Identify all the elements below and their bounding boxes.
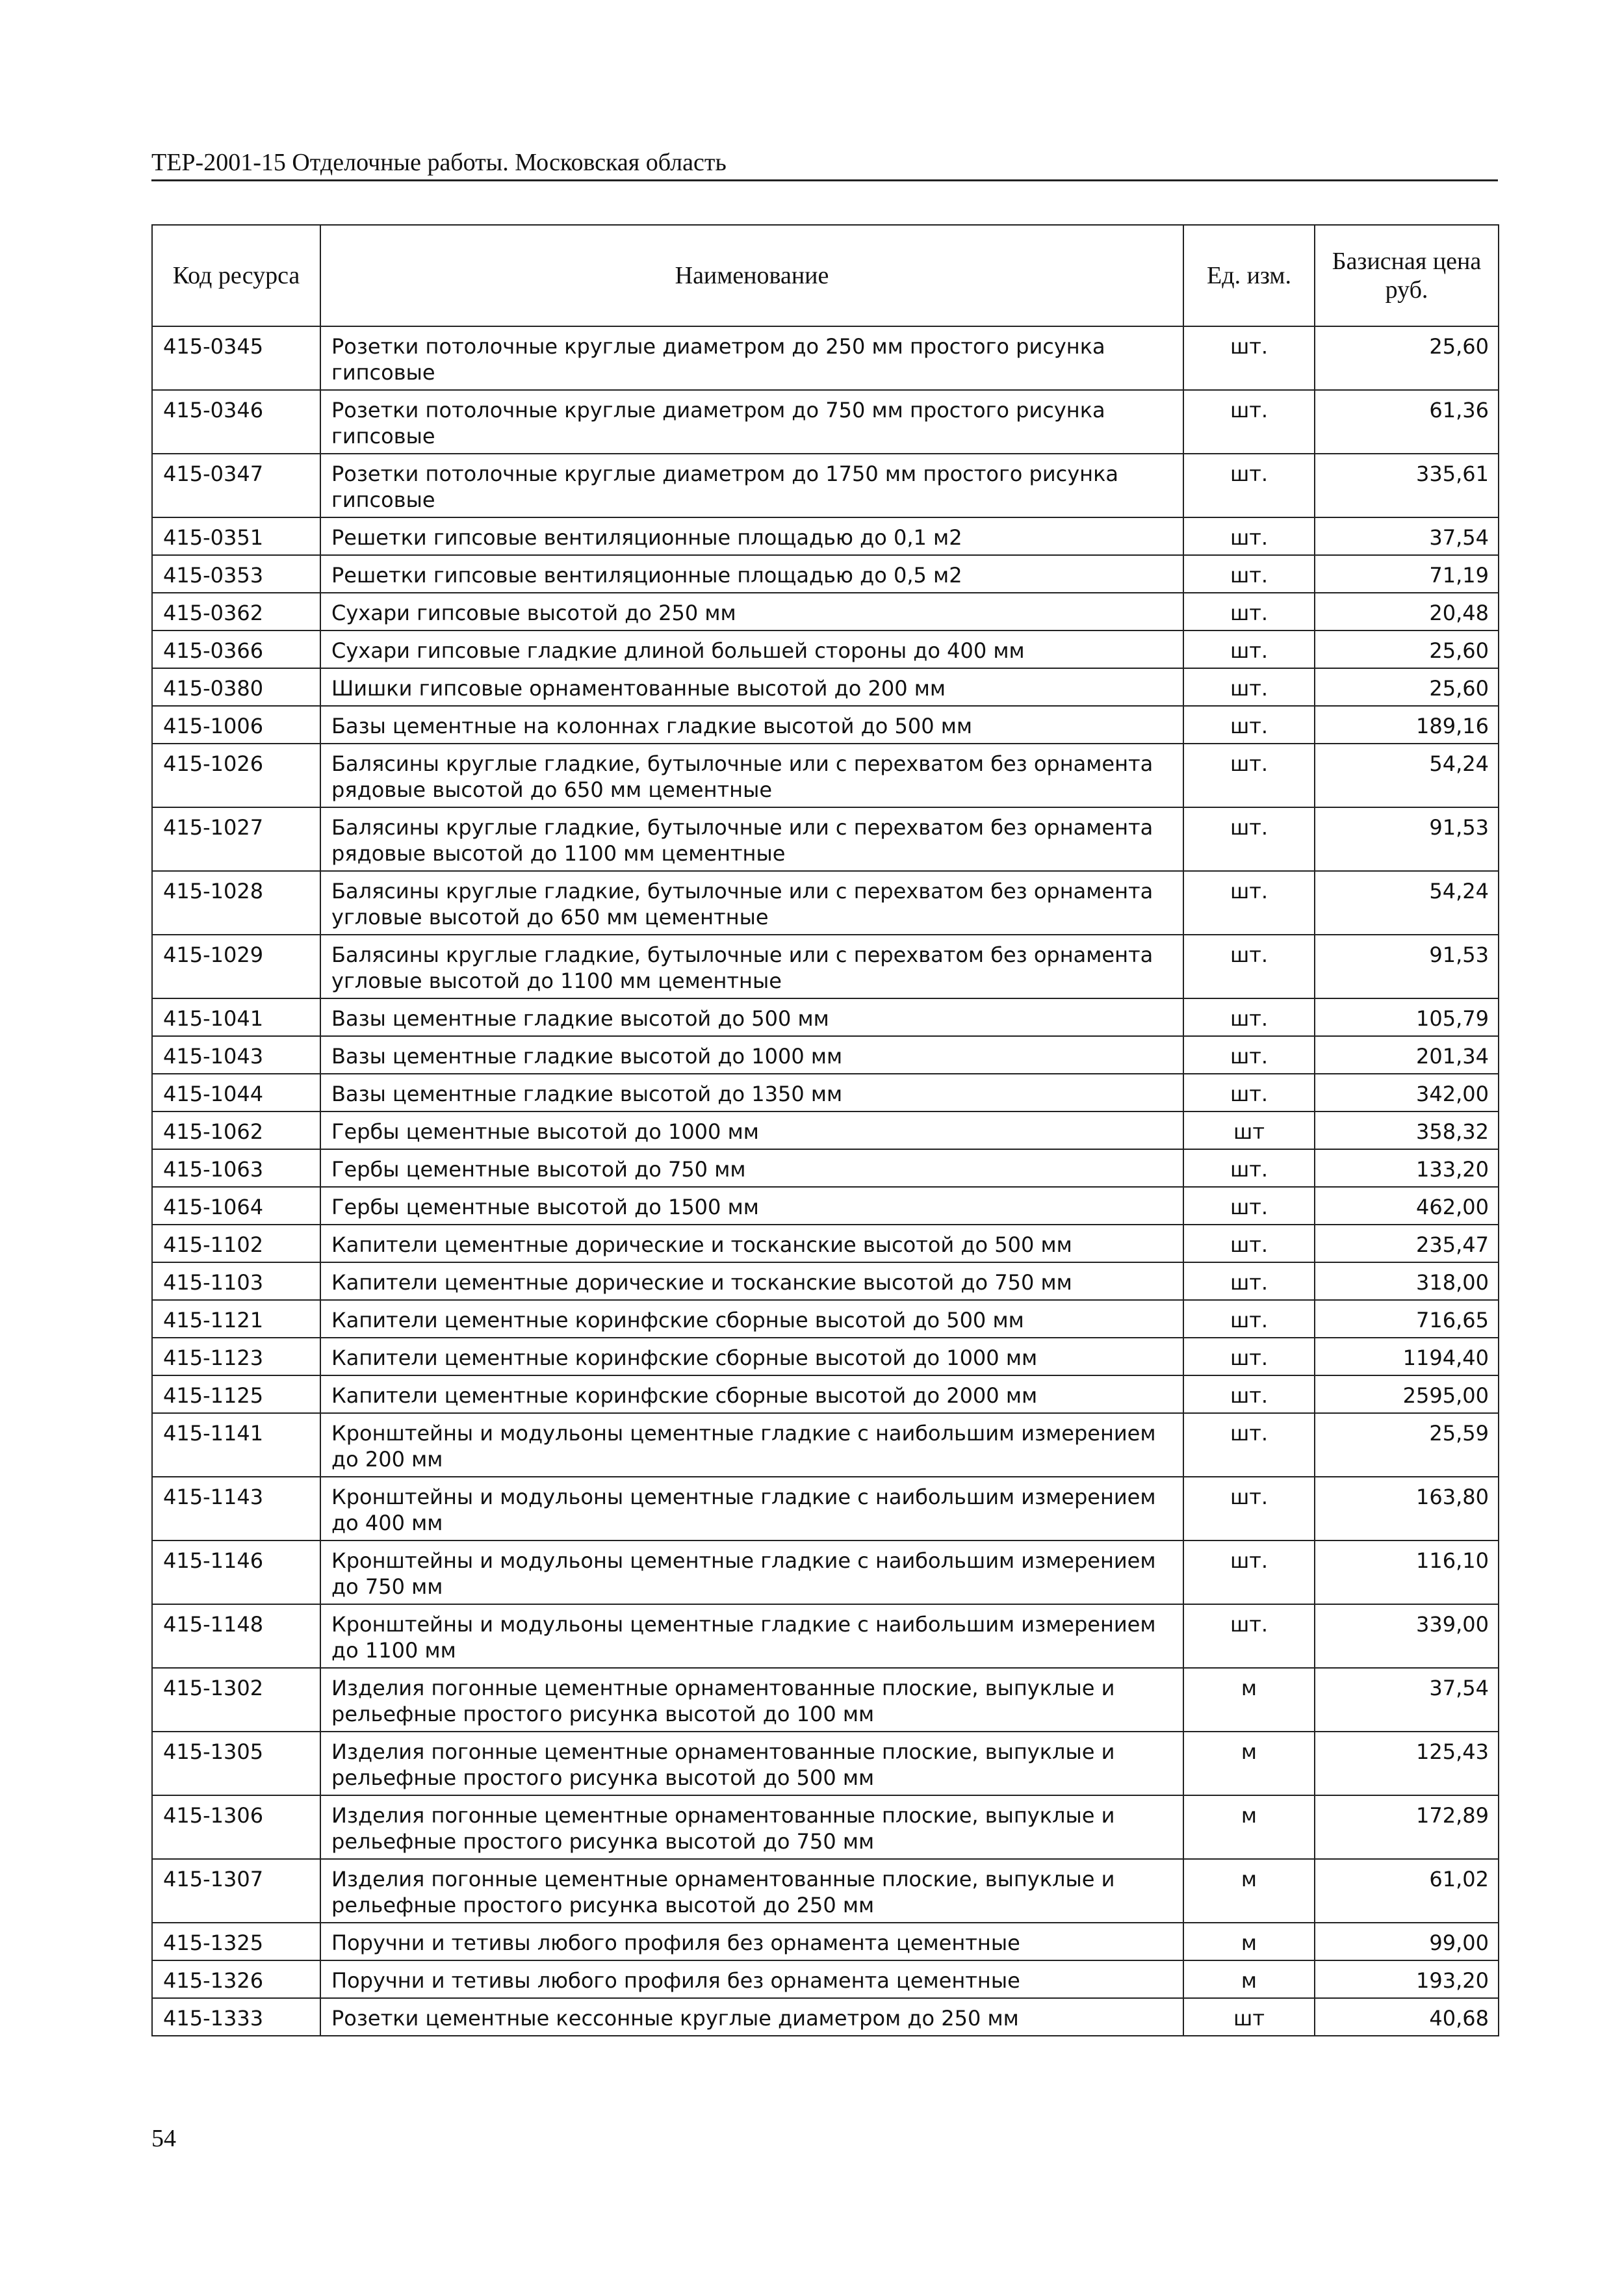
- price-cell: 1194,40: [1315, 1338, 1499, 1375]
- resource-code: 415-0347: [152, 454, 320, 517]
- unit-cell: шт.: [1183, 1036, 1315, 1074]
- table-row: [152, 744, 1499, 807]
- resource-name: Сухари гипсовые гладкие длиной большей стороны до 400 мм: [320, 630, 1183, 668]
- resource-name: Гербы цементные высотой до 1500 мм: [320, 1187, 1183, 1225]
- resource-code: 415-1125: [152, 1375, 320, 1413]
- price-cell: 37,54: [1315, 1668, 1499, 1732]
- price-cell: 20,48: [1315, 593, 1499, 630]
- price-cell: 54,24: [1315, 744, 1499, 807]
- resource-code: 415-0362: [152, 593, 320, 630]
- price-cell: 25,59: [1315, 1413, 1499, 1477]
- price-cell: 125,43: [1315, 1732, 1499, 1795]
- table-row: [152, 1338, 1499, 1375]
- resource-name: Розетки потолочные круглые диаметром до 750 мм простого рисунка гипсовые: [320, 390, 1183, 454]
- table-row: [152, 871, 1499, 935]
- price-cell: 91,53: [1315, 935, 1499, 998]
- resource-name: Изделия погонные цементные орнаментованные плоские, выпуклые и рельефные простого рисунка высотой до 500 мм: [320, 1732, 1183, 1795]
- table-row: [152, 1923, 1499, 1960]
- resource-code: 415-0346: [152, 390, 320, 454]
- unit-cell: шт.: [1183, 1262, 1315, 1300]
- column-header-price: Базисная цена руб.: [1315, 225, 1499, 326]
- table-row: [152, 1477, 1499, 1540]
- resource-name: Изделия погонные цементные орнаментованные плоские, выпуклые и рельефные простого рисунка высотой до 100 мм: [320, 1668, 1183, 1732]
- unit-cell: м: [1183, 1795, 1315, 1859]
- table-row: [152, 706, 1499, 744]
- price-cell: 61,02: [1315, 1859, 1499, 1923]
- unit-cell: м: [1183, 1668, 1315, 1732]
- resource-name: Поручни и тетивы любого профиля без орнамента цементные: [320, 1923, 1183, 1960]
- unit-cell: шт.: [1183, 807, 1315, 871]
- resource-name: Вазы цементные гладкие высотой до 1000 мм: [320, 1036, 1183, 1074]
- price-cell: 25,60: [1315, 668, 1499, 706]
- resource-name: Изделия погонные цементные орнаментованные плоские, выпуклые и рельефные простого рисунка высотой до 750 мм: [320, 1795, 1183, 1859]
- resource-code: 415-0353: [152, 555, 320, 593]
- resource-code: 415-1307: [152, 1859, 320, 1923]
- table-row: [152, 1225, 1499, 1262]
- resource-name: Балясины круглые гладкие, бутылочные или с перехватом без орнамента угловые высотой до 650 мм цементные: [320, 871, 1183, 935]
- price-cell: 133,20: [1315, 1149, 1499, 1187]
- price-cell: 61,36: [1315, 390, 1499, 454]
- price-cell: 25,60: [1315, 630, 1499, 668]
- price-cell: 716,65: [1315, 1300, 1499, 1338]
- price-cell: 116,10: [1315, 1540, 1499, 1604]
- price-cell: 40,68: [1315, 1998, 1499, 2036]
- resource-name: Решетки гипсовые вентиляционные площадью до 0,1 м2: [320, 517, 1183, 555]
- resource-name: Изделия погонные цементные орнаментованные плоские, выпуклые и рельефные простого рисунка высотой до 250 мм: [320, 1859, 1183, 1923]
- table-row: [152, 1732, 1499, 1795]
- resource-name: Розетки цементные кессонные круглые диаметром до 250 мм: [320, 1998, 1183, 2036]
- resource-name: Розетки потолочные круглые диаметром до 250 мм простого рисунка гипсовые: [320, 326, 1183, 390]
- resource-code: 415-1102: [152, 1225, 320, 1262]
- price-cell: 172,89: [1315, 1795, 1499, 1859]
- resource-code: 415-1121: [152, 1300, 320, 1338]
- table-row: [152, 1795, 1499, 1859]
- price-cell: 163,80: [1315, 1477, 1499, 1540]
- unit-cell: шт.: [1183, 1225, 1315, 1262]
- unit-cell: шт.: [1183, 1074, 1315, 1112]
- resource-code: 415-1148: [152, 1604, 320, 1668]
- price-cell: 54,24: [1315, 871, 1499, 935]
- resource-code: 415-1027: [152, 807, 320, 871]
- table-row: [152, 555, 1499, 593]
- price-cell: 335,61: [1315, 454, 1499, 517]
- resource-name: Гербы цементные высотой до 750 мм: [320, 1149, 1183, 1187]
- unit-cell: шт: [1183, 1112, 1315, 1149]
- table-row: [152, 668, 1499, 706]
- unit-cell: шт.: [1183, 1604, 1315, 1668]
- price-cell: 193,20: [1315, 1960, 1499, 1998]
- table-header-row: [152, 225, 1499, 326]
- unit-cell: шт.: [1183, 871, 1315, 935]
- table-row: [152, 1149, 1499, 1187]
- resource-code: 415-1123: [152, 1338, 320, 1375]
- resource-name: Сухари гипсовые высотой до 250 мм: [320, 593, 1183, 630]
- resource-code: 415-1306: [152, 1795, 320, 1859]
- unit-cell: шт.: [1183, 1338, 1315, 1375]
- resource-name: Кронштейны и модульоны цементные гладкие с наибольшим измерением до 200 мм: [320, 1413, 1183, 1477]
- table-row: [152, 1960, 1499, 1998]
- resource-name: Капители цементные коринфские сборные высотой до 500 мм: [320, 1300, 1183, 1338]
- resource-name: Капители цементные дорические и тосканские высотой до 500 мм: [320, 1225, 1183, 1262]
- price-cell: 99,00: [1315, 1923, 1499, 1960]
- price-cell: 2595,00: [1315, 1375, 1499, 1413]
- table-row: [152, 1998, 1499, 2036]
- column-header-name: Наименование: [320, 225, 1183, 326]
- unit-cell: шт.: [1183, 935, 1315, 998]
- unit-cell: шт: [1183, 1998, 1315, 2036]
- table-row: [152, 1413, 1499, 1477]
- resource-name: Капители цементные коринфские сборные высотой до 1000 мм: [320, 1338, 1183, 1375]
- unit-cell: шт.: [1183, 668, 1315, 706]
- resource-name: Вазы цементные гладкие высотой до 1350 мм: [320, 1074, 1183, 1112]
- resource-code: 415-1028: [152, 871, 320, 935]
- unit-cell: шт.: [1183, 390, 1315, 454]
- resource-code: 415-1062: [152, 1112, 320, 1149]
- unit-cell: м: [1183, 1859, 1315, 1923]
- price-cell: 342,00: [1315, 1074, 1499, 1112]
- table-row: [152, 1262, 1499, 1300]
- resource-code: 415-1143: [152, 1477, 320, 1540]
- unit-cell: шт.: [1183, 1300, 1315, 1338]
- table-row: [152, 454, 1499, 517]
- resource-code: 415-1103: [152, 1262, 320, 1300]
- unit-cell: шт.: [1183, 555, 1315, 593]
- unit-cell: шт.: [1183, 630, 1315, 668]
- resource-name: Балясины круглые гладкие, бутылочные или с перехватом без орнамента рядовые высотой до 1100 мм цементные: [320, 807, 1183, 871]
- unit-cell: шт.: [1183, 1413, 1315, 1477]
- resource-name: Кронштейны и модульоны цементные гладкие с наибольшим измерением до 750 мм: [320, 1540, 1183, 1604]
- unit-cell: шт.: [1183, 1187, 1315, 1225]
- unit-cell: м: [1183, 1960, 1315, 1998]
- price-cell: 189,16: [1315, 706, 1499, 744]
- resource-code: 415-0351: [152, 517, 320, 555]
- price-cell: 201,34: [1315, 1036, 1499, 1074]
- unit-cell: шт.: [1183, 517, 1315, 555]
- resource-name: Капители цементные дорические и тосканские высотой до 750 мм: [320, 1262, 1183, 1300]
- table-row: [152, 1112, 1499, 1149]
- unit-cell: шт.: [1183, 1149, 1315, 1187]
- table-row: [152, 1074, 1499, 1112]
- unit-cell: шт.: [1183, 998, 1315, 1036]
- resource-name: Базы цементные на колоннах гладкие высотой до 500 мм: [320, 706, 1183, 744]
- table-row: [152, 1859, 1499, 1923]
- price-table: [151, 224, 1499, 2036]
- table-row: [152, 1187, 1499, 1225]
- resource-code: 415-0380: [152, 668, 320, 706]
- unit-cell: шт.: [1183, 706, 1315, 744]
- resource-code: 415-1063: [152, 1149, 320, 1187]
- price-cell: 358,32: [1315, 1112, 1499, 1149]
- resource-code: 415-1043: [152, 1036, 320, 1074]
- table-row: [152, 517, 1499, 555]
- resource-name: Гербы цементные высотой до 1000 мм: [320, 1112, 1183, 1149]
- resource-code: 415-1305: [152, 1732, 320, 1795]
- resource-name: Кронштейны и модульоны цементные гладкие с наибольшим измерением до 1100 мм: [320, 1604, 1183, 1668]
- resource-code: 415-1333: [152, 1998, 320, 2036]
- page-number: 54: [151, 2125, 176, 2152]
- unit-cell: шт.: [1183, 744, 1315, 807]
- price-cell: 37,54: [1315, 517, 1499, 555]
- unit-cell: шт.: [1183, 1375, 1315, 1413]
- resource-code: 415-1029: [152, 935, 320, 998]
- resource-code: 415-1141: [152, 1413, 320, 1477]
- resource-code: 415-1146: [152, 1540, 320, 1604]
- unit-cell: м: [1183, 1732, 1315, 1795]
- table-body: [152, 326, 1499, 2036]
- resource-code: 415-0345: [152, 326, 320, 390]
- table-row: [152, 1036, 1499, 1074]
- resource-code: 415-1064: [152, 1187, 320, 1225]
- table-row: [152, 390, 1499, 454]
- price-cell: 318,00: [1315, 1262, 1499, 1300]
- resource-code: 415-1325: [152, 1923, 320, 1960]
- resource-name: Балясины круглые гладкие, бутылочные или с перехватом без орнамента угловые высотой до 1100 мм цементные: [320, 935, 1183, 998]
- resource-code: 415-1044: [152, 1074, 320, 1112]
- table-row: [152, 326, 1499, 390]
- unit-cell: шт.: [1183, 326, 1315, 390]
- table-row: [152, 998, 1499, 1036]
- unit-cell: шт.: [1183, 454, 1315, 517]
- table-row: [152, 630, 1499, 668]
- price-cell: 105,79: [1315, 998, 1499, 1036]
- resource-code: 415-0366: [152, 630, 320, 668]
- table-row: [152, 1668, 1499, 1732]
- unit-cell: шт.: [1183, 1477, 1315, 1540]
- table-row: [152, 1604, 1499, 1668]
- table-row: [152, 1375, 1499, 1413]
- resource-code: 415-1326: [152, 1960, 320, 1998]
- resource-name: Решетки гипсовые вентиляционные площадью до 0,5 м2: [320, 555, 1183, 593]
- table-row: [152, 1300, 1499, 1338]
- resource-name: Балясины круглые гладкие, бутылочные или с перехватом без орнамента рядовые высотой до 650 мм цементные: [320, 744, 1183, 807]
- resource-name: Вазы цементные гладкие высотой до 500 мм: [320, 998, 1183, 1036]
- table-row: [152, 1540, 1499, 1604]
- price-cell: 235,47: [1315, 1225, 1499, 1262]
- column-header-code: Код ресурса: [152, 225, 320, 326]
- page-header: ТЕР-2001-15 Отделочные работы. Московская область: [151, 148, 1498, 181]
- price-cell: 71,19: [1315, 555, 1499, 593]
- resource-name: Шишки гипсовые орнаментованные высотой до 200 мм: [320, 668, 1183, 706]
- resource-name: Поручни и тетивы любого профиля без орнамента цементные: [320, 1960, 1183, 1998]
- price-cell: 25,60: [1315, 326, 1499, 390]
- price-cell: 339,00: [1315, 1604, 1499, 1668]
- unit-cell: шт.: [1183, 1540, 1315, 1604]
- resource-name: Розетки потолочные круглые диаметром до 1750 мм простого рисунка гипсовые: [320, 454, 1183, 517]
- unit-cell: м: [1183, 1923, 1315, 1960]
- resource-code: 415-1041: [152, 998, 320, 1036]
- resource-code: 415-1006: [152, 706, 320, 744]
- resource-code: 415-1026: [152, 744, 320, 807]
- price-cell: 462,00: [1315, 1187, 1499, 1225]
- unit-cell: шт.: [1183, 593, 1315, 630]
- table-row: [152, 935, 1499, 998]
- table-row: [152, 593, 1499, 630]
- resource-code: 415-1302: [152, 1668, 320, 1732]
- table-row: [152, 807, 1499, 871]
- price-cell: 91,53: [1315, 807, 1499, 871]
- resource-name: Кронштейны и модульоны цементные гладкие с наибольшим измерением до 400 мм: [320, 1477, 1183, 1540]
- resource-name: Капители цементные коринфские сборные высотой до 2000 мм: [320, 1375, 1183, 1413]
- column-header-unit: Ед. изм.: [1183, 225, 1315, 326]
